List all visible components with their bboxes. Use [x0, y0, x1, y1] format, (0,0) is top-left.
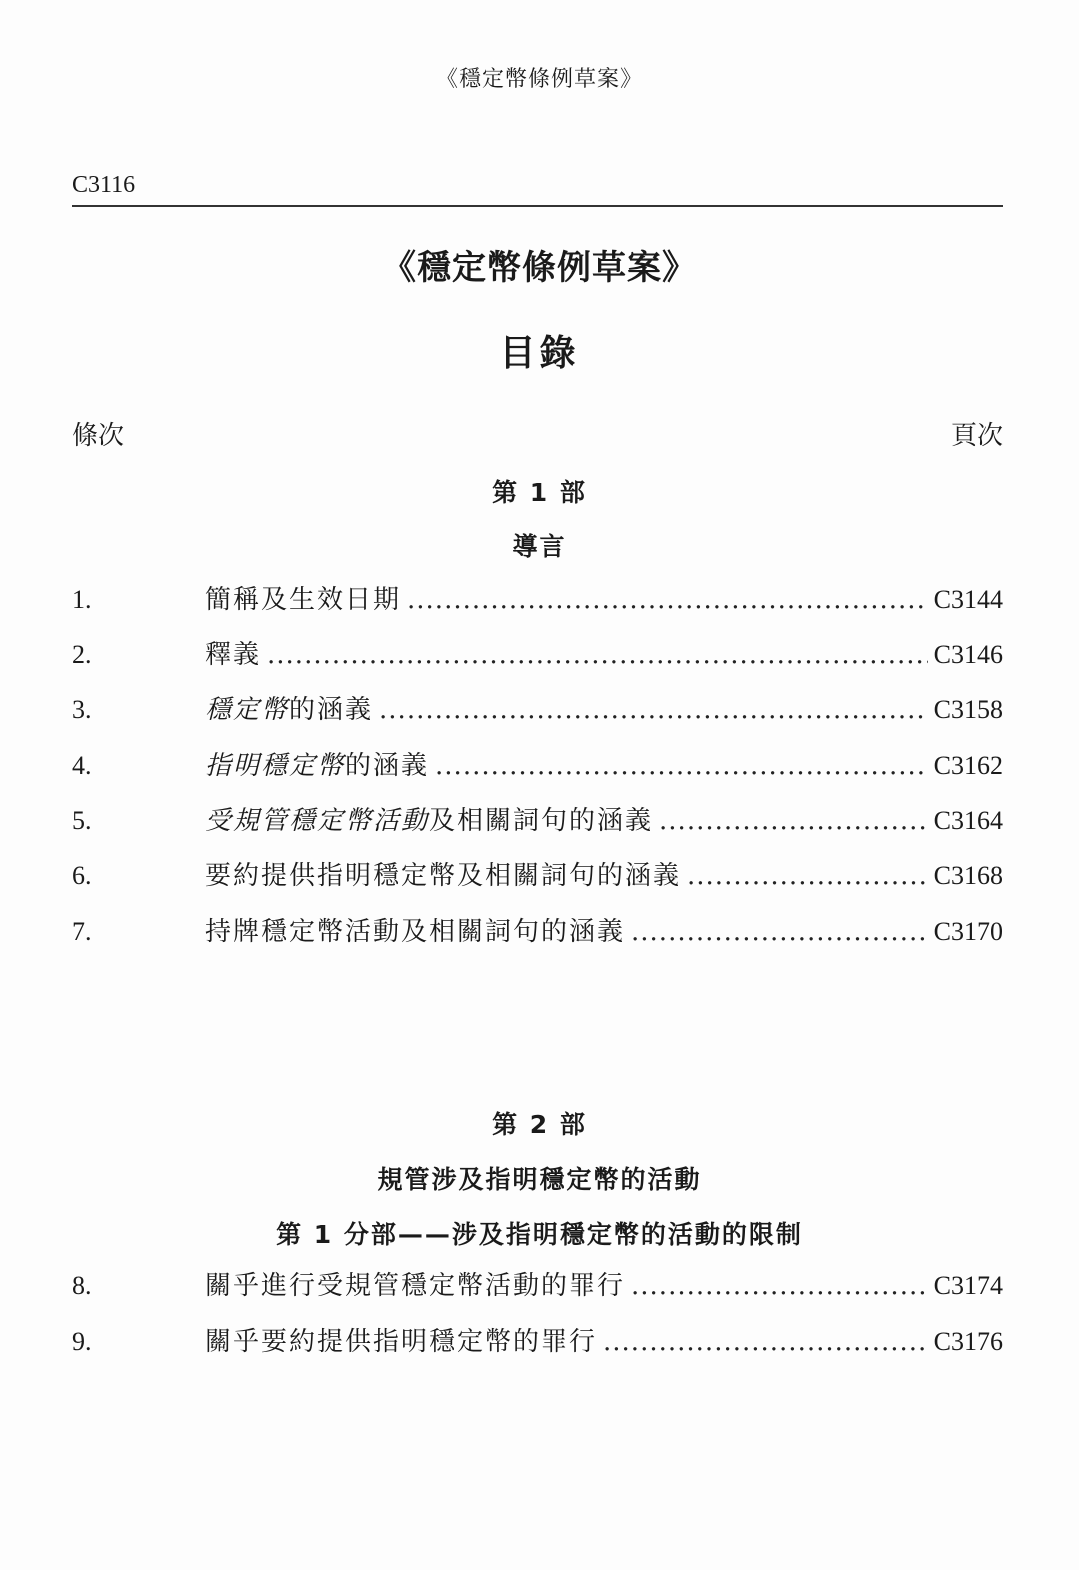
entry-title: 釋義: [205, 640, 262, 670]
toc-entry[interactable]: [72, 858, 1003, 894]
header-rule: [72, 205, 1003, 207]
entry-page: C3176: [933, 1327, 1003, 1356]
column-header-page: 頁次: [950, 421, 1003, 451]
entry-title: 關乎進行受規管穩定幣活動的罪行: [205, 1271, 626, 1301]
entry-number: 4.: [72, 751, 92, 780]
dot-leader: [379, 692, 928, 728]
entry-page: C3144: [933, 585, 1003, 614]
toc-heading: 目錄: [499, 333, 580, 374]
entry-title: 受規管穩定幣活動及相關詞句的涵義: [205, 806, 654, 836]
part-2-label: 第 2 部: [492, 1110, 587, 1139]
running-header: 《穩定幣條例草案》: [435, 67, 643, 92]
division-1-heading: 第 1 分部——涉及指明穩定幣的活動的限制: [276, 1220, 803, 1249]
dot-leader: [687, 858, 928, 894]
toc-entry[interactable]: [72, 803, 1003, 839]
dot-leader: [435, 748, 928, 784]
entry-title: 關乎要約提供指明穩定幣的罪行: [205, 1327, 598, 1357]
entry-page: C3158: [933, 695, 1003, 724]
toc-entry[interactable]: [72, 1268, 1003, 1304]
entry-page: C3162: [933, 751, 1003, 780]
entry-number: 3.: [72, 695, 92, 724]
part-1-name: 導言: [512, 532, 567, 561]
page-number: C3116: [72, 172, 136, 198]
entry-page: C3170: [933, 917, 1003, 946]
entry-number: 6.: [72, 861, 92, 890]
entry-number: 1.: [72, 585, 92, 614]
toc-entry[interactable]: [72, 914, 1003, 950]
entry-title: 指明穩定幣的涵義: [205, 751, 430, 781]
dot-leader: [407, 582, 928, 618]
entry-page: C3174: [933, 1271, 1003, 1300]
entry-page: C3168: [933, 861, 1003, 890]
entry-title: 要約提供指明穩定幣及相關詞句的涵義: [205, 861, 682, 891]
document-title: 《穩定幣條例草案》: [382, 248, 697, 288]
entry-title: 簡稱及生效日期: [205, 585, 402, 615]
dot-leader: [659, 803, 928, 839]
entry-number: 7.: [72, 917, 92, 946]
entry-number: 8.: [72, 1271, 92, 1300]
entry-page: C3146: [933, 640, 1003, 669]
part-1-label: 第 1 部: [492, 478, 587, 507]
entry-title: 穩定幣的涵義: [205, 695, 374, 725]
part-2-name: 規管涉及指明穩定幣的活動: [377, 1165, 702, 1194]
toc-entry[interactable]: [72, 1324, 1003, 1360]
dot-leader: [631, 1268, 928, 1304]
dot-leader: [267, 637, 928, 673]
dot-leader: [631, 914, 928, 950]
entry-title: 持牌穩定幣活動及相關詞句的涵義: [205, 917, 626, 947]
toc-entry[interactable]: [72, 748, 1003, 784]
toc-entry[interactable]: [72, 692, 1003, 728]
entry-page: C3164: [933, 806, 1003, 835]
entry-number: 2.: [72, 640, 92, 669]
column-header-section: 條次: [72, 421, 125, 451]
entry-number: 5.: [72, 806, 92, 835]
toc-entry[interactable]: [72, 637, 1003, 673]
entry-number: 9.: [72, 1327, 92, 1356]
toc-entry[interactable]: [72, 582, 1003, 618]
dot-leader: [603, 1324, 928, 1360]
